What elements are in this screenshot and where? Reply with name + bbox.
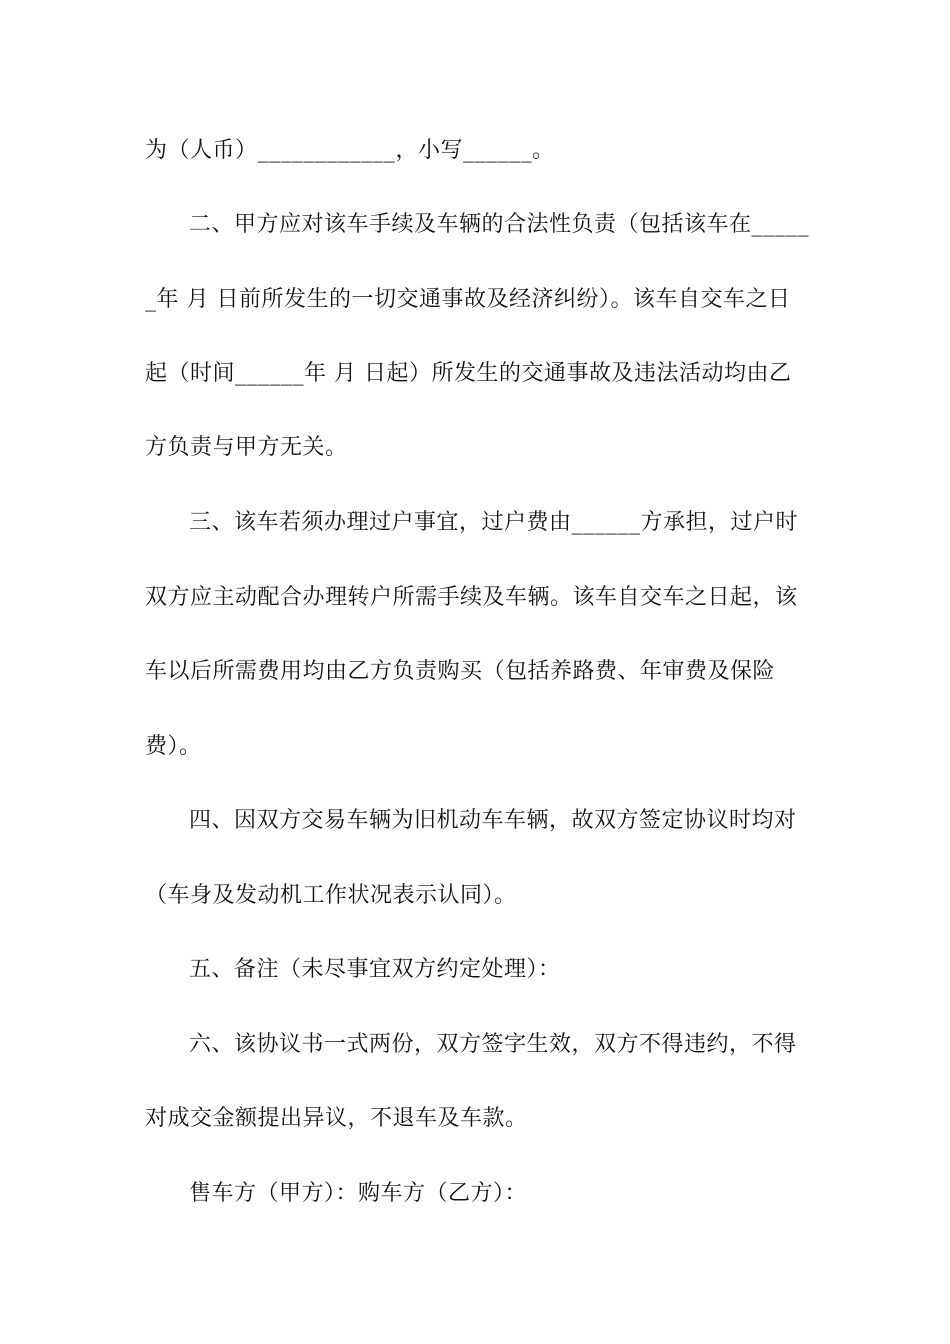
clause-2-line-1: 二、甲方应对该车手续及车辆的合法性负责（包括该车在_____ — [189, 212, 810, 237]
clause-2-line-3: 起（时间______年 月 日起）所发生的交通事故及违法活动均由乙 — [145, 361, 792, 386]
clause-6-line-1: 六、该协议书一式两份，双方签字生效，双方不得违约，不得 — [189, 1032, 797, 1057]
clause-5-line: 五、备注（未尽事宜双方约定处理）： — [189, 957, 561, 982]
clause-3-line-4: 费）。 — [145, 734, 202, 759]
clause-4-line-2: （车身及发动机工作状况表示认同）。 — [145, 883, 517, 908]
clause-3-line-1: 三、该车若须办理过户事宜，过户费由______方承担，过户时 — [189, 510, 799, 535]
clause-3-line-2: 双方应主动配合办理转户所需手续及车辆。该车自交车之日起，该 — [145, 585, 798, 610]
clause-2-line-4: 方负责与甲方无关。 — [145, 435, 348, 460]
signature-line: 售车方（甲方）：购车方（乙方）： — [189, 1181, 528, 1206]
payment-amount-line: 为（人币）____________，小写______。 — [145, 138, 555, 163]
clause-2-line-2: _年 月 日前所发生的一切交通事故及经济纠纷）。该车自交车之日 — [145, 287, 791, 312]
clause-3-line-3: 车以后所需费用均由乙方负责购买（包括养路费、年审费及保险 — [145, 659, 776, 684]
clause-6-line-2: 对成交金额提出异议，不退车及车款。 — [145, 1106, 528, 1131]
clause-4-line-1: 四、因双方交易车辆为旧机动车车辆，故双方签定协议时均对 — [189, 808, 797, 833]
